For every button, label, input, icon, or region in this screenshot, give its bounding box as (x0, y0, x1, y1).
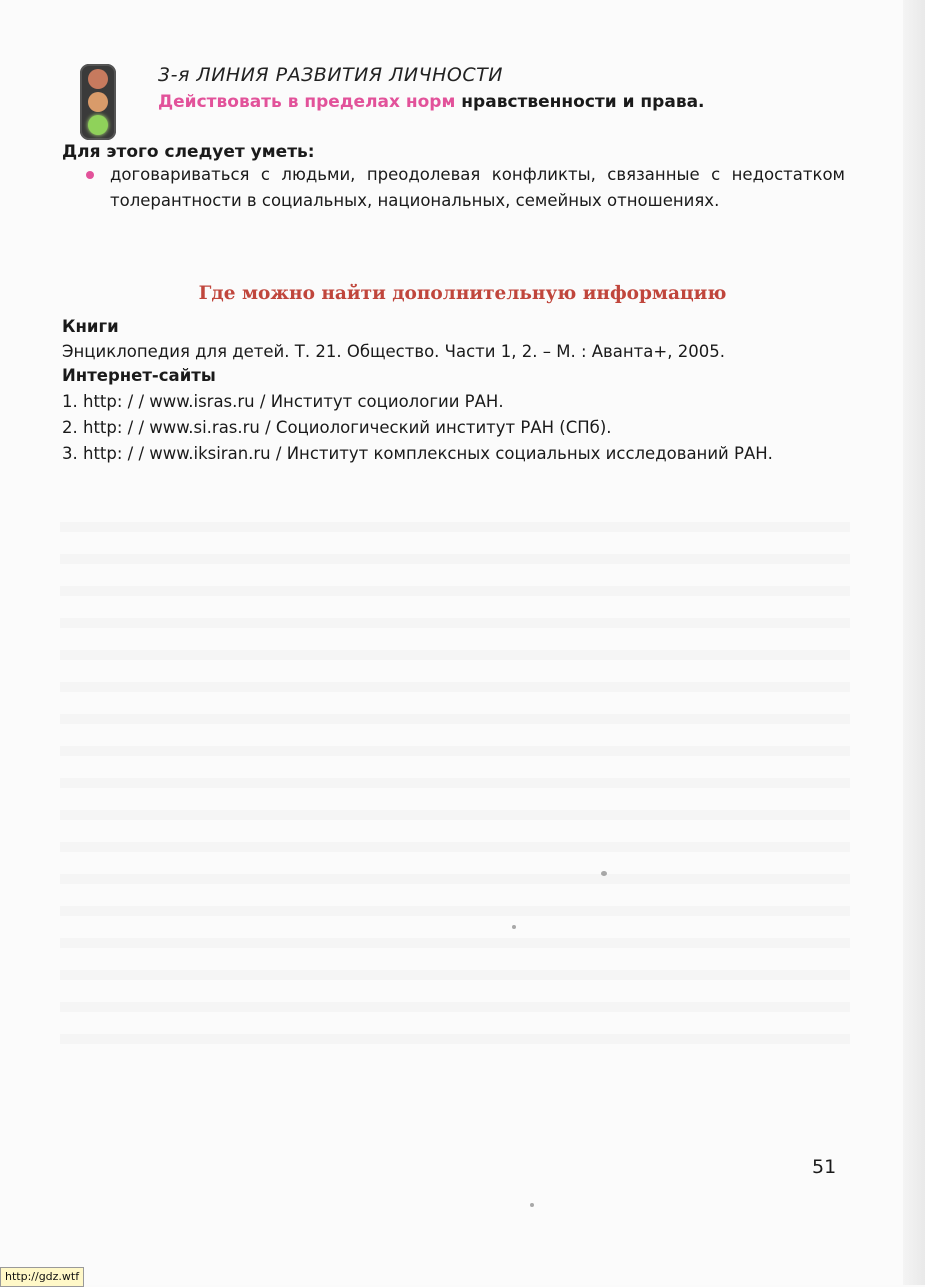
red-lamp (88, 69, 108, 89)
page-number: 51 (812, 1156, 837, 1178)
watermark-link[interactable]: http://gdz.wtf (0, 1267, 84, 1287)
sites-label: Интернет-сайты (62, 366, 216, 385)
bullet-icon (86, 171, 94, 179)
green-lamp (88, 115, 108, 135)
skill-item: договариваться с людьми, преодолевая конфликты, связанные с недостатком толерантности в социальных, национальных, семейных отношениях. (110, 165, 845, 210)
site-entry: 1. http: / / www.isras.ru / Институт социологии РАН. (62, 392, 504, 411)
yellow-lamp (88, 92, 108, 112)
info-heading: Где можно найти дополнительную информацию (198, 283, 727, 304)
paper-speck (601, 871, 607, 876)
traffic-light-icon (80, 64, 116, 140)
development-line-title: 3-я ЛИНИЯ РАЗВИТИЯ ЛИЧНОСТИ (158, 64, 503, 86)
site-entry: 2. http: / / www.si.ras.ru / Социологический институт РАН (СПб). (62, 418, 612, 437)
subtitle-rest: нравственности и права. (455, 92, 705, 112)
paper-speck (530, 1203, 534, 1207)
book-entry: Энциклопедия для детей. Т. 21. Общество. Части 1, 2. – М. : Аванта+, 2005. (62, 342, 725, 361)
subtitle-highlight: Действовать в пределах норм (158, 92, 456, 112)
books-label: Книги (62, 317, 119, 336)
paper-speck (512, 925, 516, 929)
site-entry: 3. http: / / www.iksiran.ru / Институт комплексных социальных исследований РАН. (62, 444, 773, 463)
skills-heading: Для этого следует уметь: (62, 142, 315, 162)
bleed-through-text (60, 500, 850, 1060)
page-edge-shadow (903, 0, 925, 1285)
development-line-subtitle (158, 92, 705, 112)
